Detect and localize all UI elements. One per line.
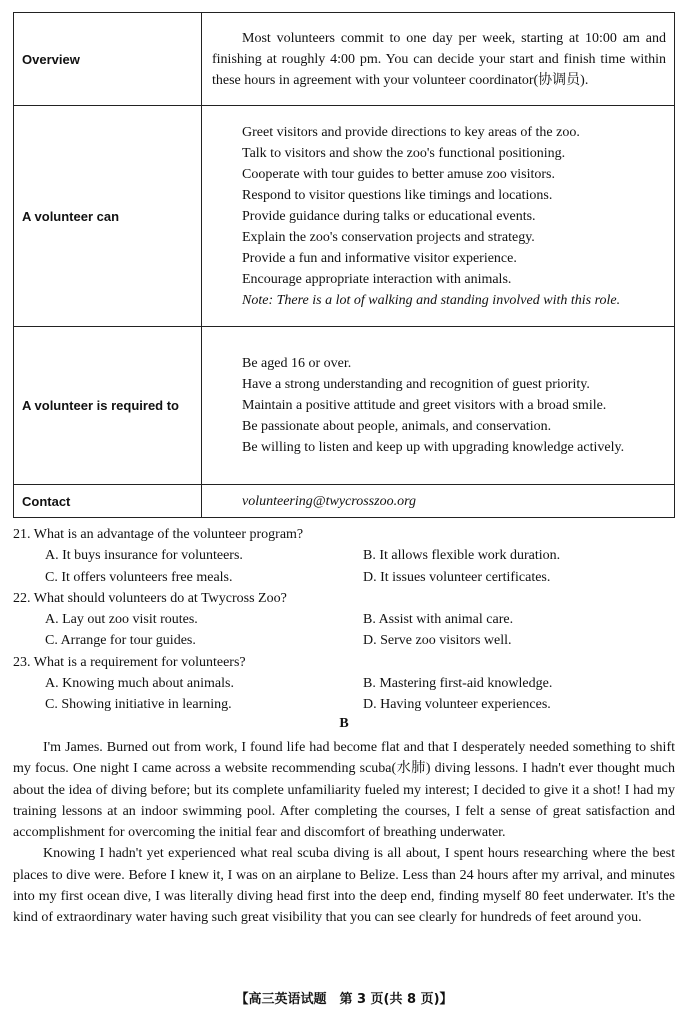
option-a: A. Lay out zoo visit routes. [45,612,198,628]
section-b-passage [13,737,675,929]
option-c: C. Arrange for tour guides. [45,633,196,649]
volunteer-required-content [202,327,675,485]
option-b: B. Mastering first-aid knowledge. [363,676,553,692]
volunteer-can-content [202,106,675,327]
required-item: Be passionate about people, animals, and conservation. [242,419,552,434]
option-c: C. It offers volunteers free meals. [45,569,233,585]
option-d: D. Having volunteer experiences. [363,697,551,713]
question-21 [13,524,675,588]
option-row [13,673,675,694]
required-item: Be aged 16 or over. [242,356,352,371]
option-b: B. Assist with animal care. [363,612,514,628]
volunteer-info-table [13,12,675,518]
can-item: Respond to visitor questions like timings and locations. [242,187,553,203]
volunteer-required-row [14,327,675,485]
contact-row [14,485,675,518]
option-d: D. It issues volunteer certificates. [363,569,551,585]
can-item: Explain the zoo's conservation projects and strategy. [242,229,535,245]
can-item: Greet visitors and provide directions to key areas of the zoo. [242,124,580,140]
option-c: C. Showing initiative in learning. [45,697,232,713]
passage-paragraph: Knowing I hadn't yet experienced what real scuba diving is all about, I spent hours researching where the best places to dive were. Before I knew it, I was on an airplane to Belize. Less than 24 hours after my arrival, and minutes into my first ocean dive, I was literally diving head first into the deep end, finding myself 80 feet underwater. It's the kind of extraordinary water having such great visibility that you can see clearly for hundreds of feet around you. [13,846,675,926]
option-row [13,609,675,630]
contact-label: Contact [14,485,202,518]
section-b-heading: B [339,716,349,731]
volunteer-required-label: A volunteer is required to [14,327,202,485]
question-stem: 22. What should volunteers do at Twycross Zoo? [13,590,287,606]
passage-paragraph: I'm James. Burned out from work, I found life had become flat and that I desperately needed something to shift my focus. One night I came across a website recommending scuba(水肺) diving lessons. I hadn't ever thought much about the idea of diving before; but its complete unfamiliarity fueled my interest; I decided to give it a shot! I had my training lessons at an indoor swimming pool. After completing the courses, I felt a sense of great satisfaction and accomplishment for overcoming the initial fear and discomfort of breathing underwater. [13,740,675,841]
can-item: Encourage appropriate interaction with animals. [242,271,512,287]
required-item: Be willing to listen and keep up with upgrading knowledge actively. [242,440,625,455]
option-a: A. It buys insurance for volunteers. [45,548,243,564]
can-item: Cooperate with tour guides to better amuse zoo visitors. [242,166,555,182]
option-row [13,694,675,715]
questions-section [13,524,675,716]
option-d: D. Serve zoo visitors well. [363,633,512,649]
required-item: Maintain a positive attitude and greet visitors with a broad smile. [242,398,607,413]
question-stem: 21. What is an advantage of the volunteer program? [13,527,304,542]
contact-email: volunteering@twycrosszoo.org [242,493,416,509]
contact-content [202,485,675,518]
option-row [13,567,675,588]
overview-row [14,13,675,106]
page-footer: 【高三英语试题 第 3 页(共 8 页)】 [235,992,453,1007]
volunteer-can-row [14,106,675,327]
required-item: Have a strong understanding and recognition of guest priority. [242,377,590,392]
option-row [13,545,675,566]
overview-content [202,13,675,106]
question-stem: 23. What is a requirement for volunteers? [13,654,246,670]
option-b: B. It allows flexible work duration. [363,548,561,564]
can-item: Provide guidance during talks or educational events. [242,208,536,224]
question-22 [13,588,675,652]
can-item: Provide a fun and informative visitor experience. [242,250,517,266]
can-item: Talk to visitors and show the zoo's functional positioning. [242,145,566,161]
option-a: A. Knowing much about animals. [45,676,234,692]
overview-text: Most volunteers commit to one day per week, starting at 10:00 am and finishing at roughly 4:00 pm. You can decide your start and finish time within these hours in agreement with your volunteer coordinator(协调员). [212,30,666,88]
option-row [13,630,675,651]
question-23 [13,652,675,716]
volunteer-can-label: A volunteer can [14,106,202,327]
overview-label: Overview [14,13,202,106]
can-note: Note: There is a lot of walking and standing involved with this role. [242,292,621,308]
